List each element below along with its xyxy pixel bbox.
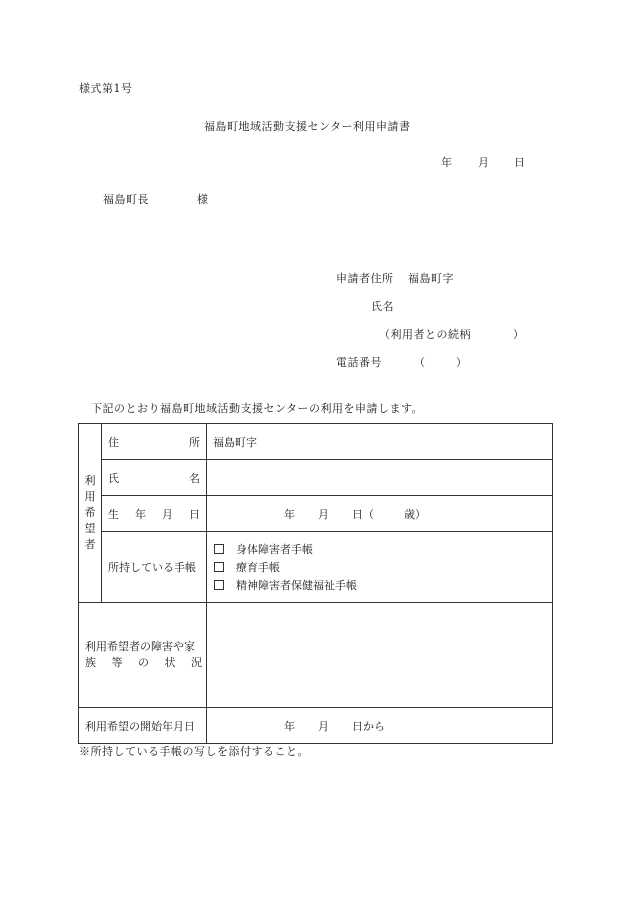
address-label-char: 所 <box>189 435 200 449</box>
group-label-cell <box>79 424 102 603</box>
date-month: 月 <box>478 156 489 169</box>
group-char: 者 <box>84 538 96 551</box>
notebook-option[interactable] <box>207 558 552 576</box>
situation-label-char: 況 <box>191 656 202 669</box>
group-char: 利 <box>84 474 96 487</box>
birth-label-char: 月 <box>162 507 173 521</box>
applicant-relation-open: （利用者との続柄 <box>379 328 471 341</box>
birth-row <box>79 496 553 532</box>
birth-label-char: 年 <box>135 507 146 521</box>
birth-age: 歳） <box>404 508 426 521</box>
name-label-cell <box>102 460 207 496</box>
situation-label-char: 等 <box>111 656 123 669</box>
start-day: 日から <box>352 720 385 733</box>
footnote: ※所持している手帳の写しを添付すること。 <box>79 745 309 758</box>
notebook-row <box>79 532 553 603</box>
situation-value-cell[interactable] <box>207 603 553 708</box>
address-label-cell <box>102 424 207 460</box>
start-year: 年 <box>284 720 295 733</box>
situation-label-char: の <box>138 656 149 669</box>
notebook-option-label: 療育手帳 <box>236 561 280 574</box>
applicant-relation-close: ） <box>513 328 524 341</box>
checkbox-icon[interactable] <box>214 544 224 554</box>
address-value-cell[interactable] <box>207 424 553 460</box>
name-value-cell[interactable] <box>207 460 553 496</box>
form-number: 様式第1号 <box>79 82 133 95</box>
document-title: 福島町地域活動支援センター利用申請書 <box>204 120 411 133</box>
applicant-phone-open: （ <box>414 356 425 369</box>
notebook-options-cell <box>207 532 553 603</box>
birth-day: 日（ <box>352 508 374 521</box>
applicant-phone-close: ） <box>456 356 467 369</box>
birth-month: 月 <box>318 508 329 521</box>
birth-year: 年 <box>284 508 295 521</box>
date-day: 日 <box>514 156 525 169</box>
checkbox-icon[interactable] <box>214 580 224 590</box>
group-char: 用 <box>84 490 96 503</box>
notebook-label: 所持している手帳 <box>108 561 196 574</box>
intro-text: 下記のとおり福島町地域活動支援センターの利用を申請します。 <box>91 402 424 415</box>
address-label-char: 住 <box>108 435 119 449</box>
situation-row <box>79 603 553 708</box>
situation-label-char: 族 <box>85 656 96 669</box>
group-char: 望 <box>84 522 96 535</box>
notebook-option[interactable] <box>207 576 552 594</box>
group-char: 希 <box>84 506 96 519</box>
application-table <box>78 423 553 744</box>
situation-label-cell <box>79 603 207 708</box>
name-label-char: 名 <box>189 471 200 485</box>
situation-label-line1: 利用希望者の障害や家 <box>85 640 195 653</box>
notebook-option[interactable] <box>207 540 552 558</box>
situation-label-char: 状 <box>164 656 176 669</box>
start-label-cell <box>79 708 207 744</box>
name-label-char: 氏 <box>108 471 119 485</box>
address-row <box>79 424 553 460</box>
start-month: 月 <box>318 720 329 733</box>
notebook-option-label: 身体障害者手帳 <box>236 543 313 556</box>
birth-label-char: 生 <box>108 507 119 521</box>
applicant-phone-label: 電話番号 <box>336 356 382 369</box>
birth-label-cell <box>102 496 207 532</box>
date-year: 年 <box>441 156 452 169</box>
addressee-name: 福島町長 <box>103 193 149 206</box>
applicant-address-label: 申請者住所 <box>336 272 394 285</box>
name-row <box>79 460 553 496</box>
birth-value-cell[interactable] <box>207 496 553 532</box>
start-label: 利用希望の開始年月日 <box>85 719 195 733</box>
birth-label-char: 日 <box>189 507 200 521</box>
addressee-honorific: 様 <box>197 193 208 206</box>
checkbox-icon[interactable] <box>214 562 224 572</box>
address-value: 福島町字 <box>213 435 257 449</box>
notebook-label-cell <box>102 532 207 603</box>
applicant-address-value: 福島町字 <box>408 272 454 285</box>
start-value-cell[interactable] <box>207 708 553 744</box>
notebook-option-label: 精神障害者保健福祉手帳 <box>236 579 357 592</box>
applicant-name-label: 氏名 <box>371 300 394 313</box>
start-date-row <box>79 708 553 744</box>
